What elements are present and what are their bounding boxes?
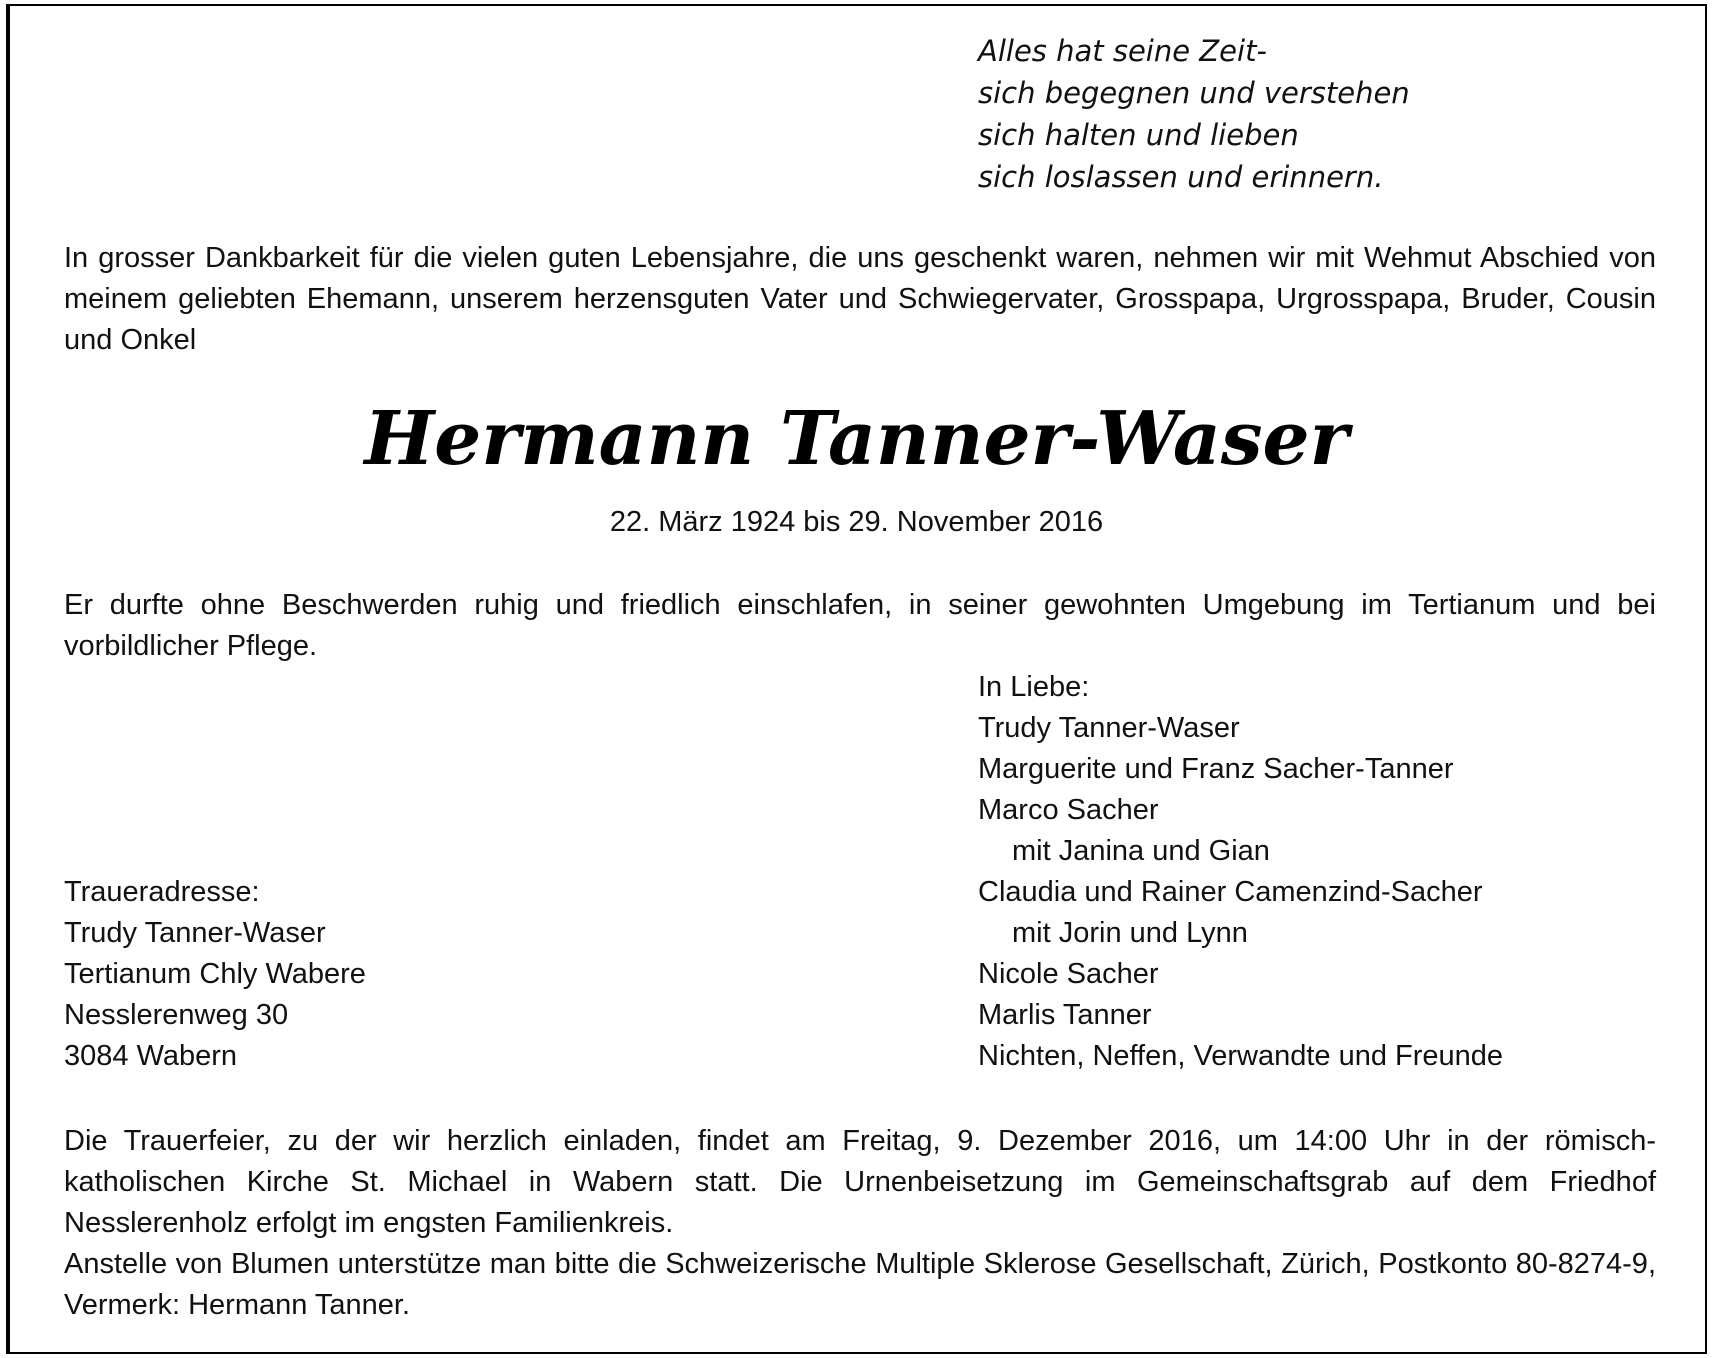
poem [978, 30, 1410, 198]
signatory: mit Jorin und Lynn [1012, 917, 1248, 949]
signatories [978, 667, 1503, 1077]
signatory: Nicole Sacher [978, 958, 1159, 990]
signatory: Trudy Tanner-Waser [978, 712, 1240, 744]
life-dates: 22. März 1924 bis 29. November 2016 [609, 506, 1104, 538]
service-paragraph: Die Trauerfeier, zu der wir herzlich einladen, findet am Freitag, 9. Dezember 2016, um 14:00 Uhr in der römisch-katholischen Kirche St. Michael in Wabern statt. Die Urnenbeisetzung im Gemeinschaftsgrab auf dem Friedhof Nesslerenholz erfolgt im engsten Familienkreis. [64, 1125, 1656, 1239]
signatory: Marguerite und Franz Sacher-Tanner [978, 753, 1454, 785]
signatory: mit Janina und Gian [1012, 835, 1270, 867]
poem-line: sich loslassen und erinnern. [978, 160, 1384, 194]
address-line: 3084 Wabern [64, 1040, 238, 1072]
signatories-heading: In Liebe: [978, 671, 1090, 703]
signatory: Claudia und Rainer Camenzind-Sacher [978, 876, 1483, 908]
donation-paragraph: Anstelle von Blumen unterstütze man bitte die Schweizerische Multiple Sklerose Gesellschaft, Zürich, Postkonto 80-8274-9, Vermerk: Hermann Tanner. [64, 1248, 1656, 1321]
address-line: Trudy Tanner-Waser [64, 917, 326, 949]
signatory: Marco Sacher [978, 794, 1159, 826]
signatory: Marlis Tanner [978, 999, 1152, 1031]
poem-line: sich begegnen und verstehen [978, 76, 1410, 110]
deceased-name: Hermann Tanner-Waser [364, 396, 1349, 482]
intro-paragraph: In grosser Dankbarkeit für die vielen guten Lebensjahre, die uns geschenkt waren, nehmen wir mit Wehmut Abschied von meinem geliebten Ehemann, unserem herzensguten Vater und Schwiegervater, Grosspapa, Urgrosspapa, Bruder, Cousin und Onkel [64, 242, 1656, 356]
passing-paragraph: Er durfte ohne Beschwerden ruhig und friedlich einschlafen, in seiner gewohnten Umgebung im Tertianum und bei vorbildlicher Pflege. [64, 589, 1656, 662]
signatory: Nichten, Neffen, Verwandte und Freunde [978, 1040, 1504, 1072]
address-line: Nesslerenweg 30 [64, 999, 289, 1031]
poem-line: Alles hat seine Zeit- [978, 34, 1267, 68]
funeral-service [64, 1121, 1656, 1326]
mourning-address [64, 872, 366, 1077]
address-line: Tertianum Chly Wabere [64, 958, 366, 990]
poem-line: sich halten und lieben [978, 118, 1299, 152]
address-heading: Traueradresse: [64, 876, 260, 908]
